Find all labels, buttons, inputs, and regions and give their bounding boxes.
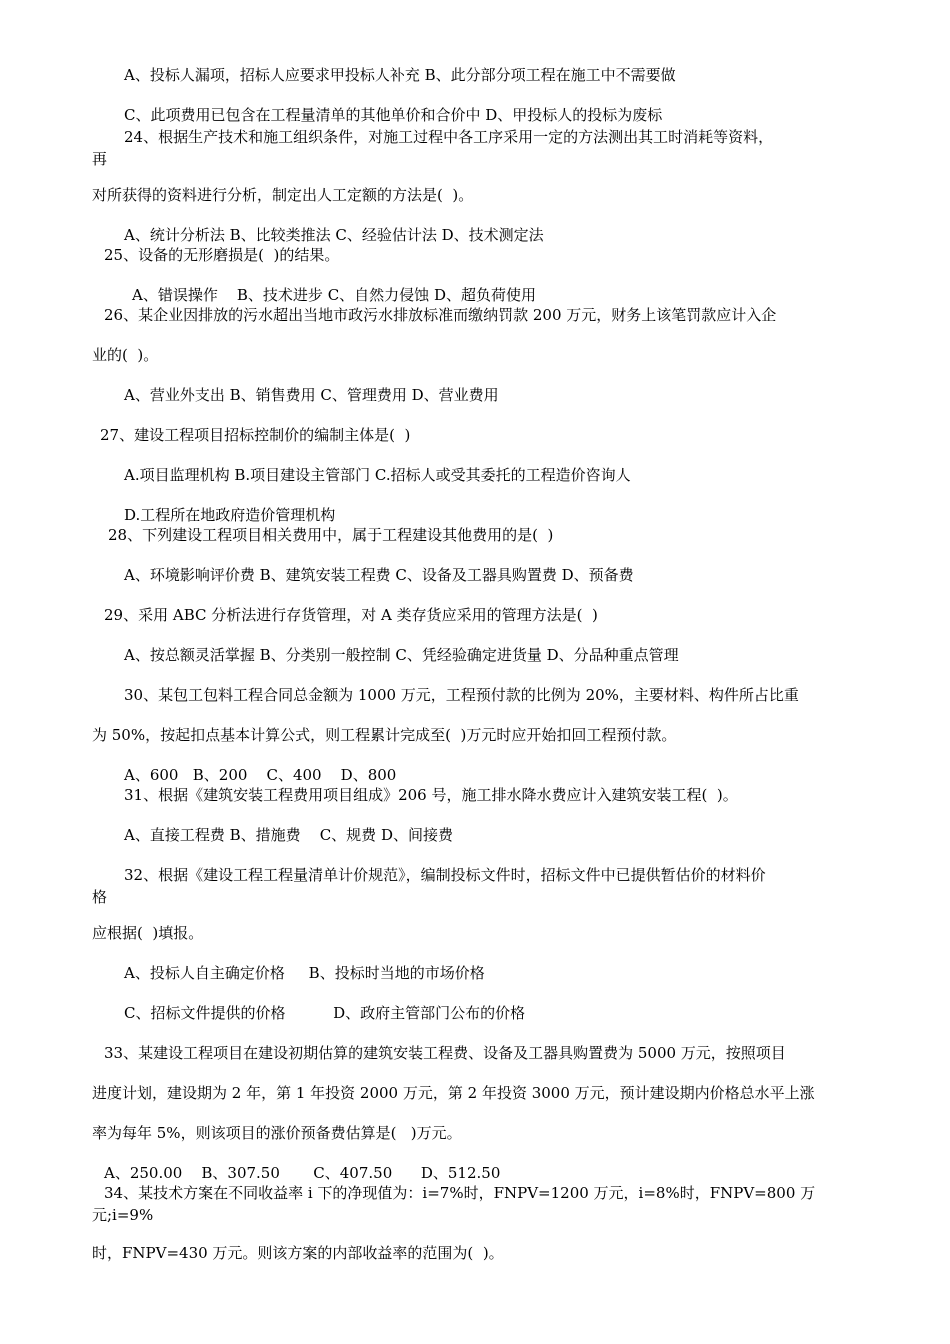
text-line: A、统计分析法 B、比较类推法 C、经验估计法 D、技术测定法	[124, 226, 544, 244]
text-line: 格	[92, 888, 108, 906]
text-line: A、直接工程费 B、措施费 C、规费 D、间接费	[124, 826, 453, 844]
text-line: 24、根据生产技术和施工组织条件，对施工过程中各工序采用一定的方法测出其工时消耗等资料，	[124, 128, 774, 146]
text-line: 率为每年 5%，则该项目的涨价预备费估算是( )万元。	[92, 1124, 462, 1142]
text-line: 34、某技术方案在不同收益率 i 下的净现值为：i=7%时，FNPV=1200 万元，i=8%时，FNPV=800 万	[104, 1184, 816, 1202]
text-line: 27、建设工程项目招标控制价的编制主体是( )	[100, 426, 411, 444]
text-line: A、250.00 B、307.50 C、407.50 D、512.50	[104, 1164, 501, 1182]
text-line: A、投标人自主确定价格 B、投标时当地的市场价格	[124, 964, 485, 982]
text-line: 33、某建设工程项目在建设初期估算的建筑安装工程费、设备及工器具购置费为 5000 万元，按照项目	[104, 1044, 786, 1062]
text-line: C、招标文件提供的价格 D、政府主管部门公布的价格	[124, 1004, 526, 1022]
text-line: 为 50%，按起扣点基本计算公式，则工程累计完成至( )万元时应开始扣回工程预付款。	[92, 726, 677, 744]
text-line: 32、根据《建设工程工程量清单计价规范》，编制投标文件时，招标文件中已提供暂估价的材料价	[124, 866, 766, 884]
text-line: A、错误操作 B、技术进步 C、自然力侵蚀 D、超负荷使用	[132, 286, 536, 304]
text-line: 业的( )。	[92, 346, 159, 364]
text-line: D.工程所在地政府造价管理机构	[124, 506, 336, 524]
text-line: C、此项费用已包含在工程量清单的其他单价和合价中 D、甲投标人的投标为废标	[124, 106, 663, 124]
text-line: 28、下列建设工程项目相关费用中，属于工程建设其他费用的是( )	[108, 526, 554, 544]
text-line: 25、设备的无形磨损是( )的结果。	[104, 246, 340, 264]
text-line: A、环境影响评价费 B、建筑安装工程费 C、设备及工器具购置费 D、预备费	[124, 566, 634, 584]
text-line: A、600 B、200 C、400 D、800	[124, 766, 397, 784]
text-line: 29、采用 ABC 分析法进行存货管理，对 A 类存货应采用的管理方法是( )	[104, 606, 598, 624]
text-line: 时，FNPV=430 万元。则该方案的内部收益率的范围为( )。	[92, 1244, 504, 1262]
text-line: 31、根据《建筑安装工程费用项目组成》206 号，施工排水降水费应计入建筑安装工程( )。	[124, 786, 738, 804]
text-line: 再	[92, 150, 108, 168]
text-line: 26、某企业因排放的污水超出当地市政污水排放标准而缴纳罚款 200 万元，财务上该笔罚款应计入企	[104, 306, 777, 324]
text-line: A、投标人漏项，招标人应要求甲投标人补充 B、此分部分项工程在施工中不需要做	[124, 66, 676, 84]
text-line: 对所获得的资料进行分析，制定出人工定额的方法是( )。	[92, 186, 474, 204]
text-line: 应根据( )填报。	[92, 924, 204, 942]
text-line: 30、某包工包料工程合同总金额为 1000 万元，工程预付款的比例为 20%，主要材料、构件所占比重	[124, 686, 799, 704]
text-line: A、营业外支出 B、销售费用 C、管理费用 D、营业费用	[124, 386, 499, 404]
text-line: A.项目监理机构 B.项目建设主管部门 C.招标人或受其委托的工程造价咨询人	[124, 466, 631, 484]
text-line: 元;i=9%	[92, 1206, 154, 1224]
text-line: 进度计划，建设期为 2 年，第 1 年投资 2000 万元，第 2 年投资 3000 万元，预计建设期内价格总水平上涨	[92, 1084, 815, 1102]
text-line: A、按总额灵活掌握 B、分类别一般控制 C、凭经验确定进货量 D、分品种重点管理	[124, 646, 679, 664]
